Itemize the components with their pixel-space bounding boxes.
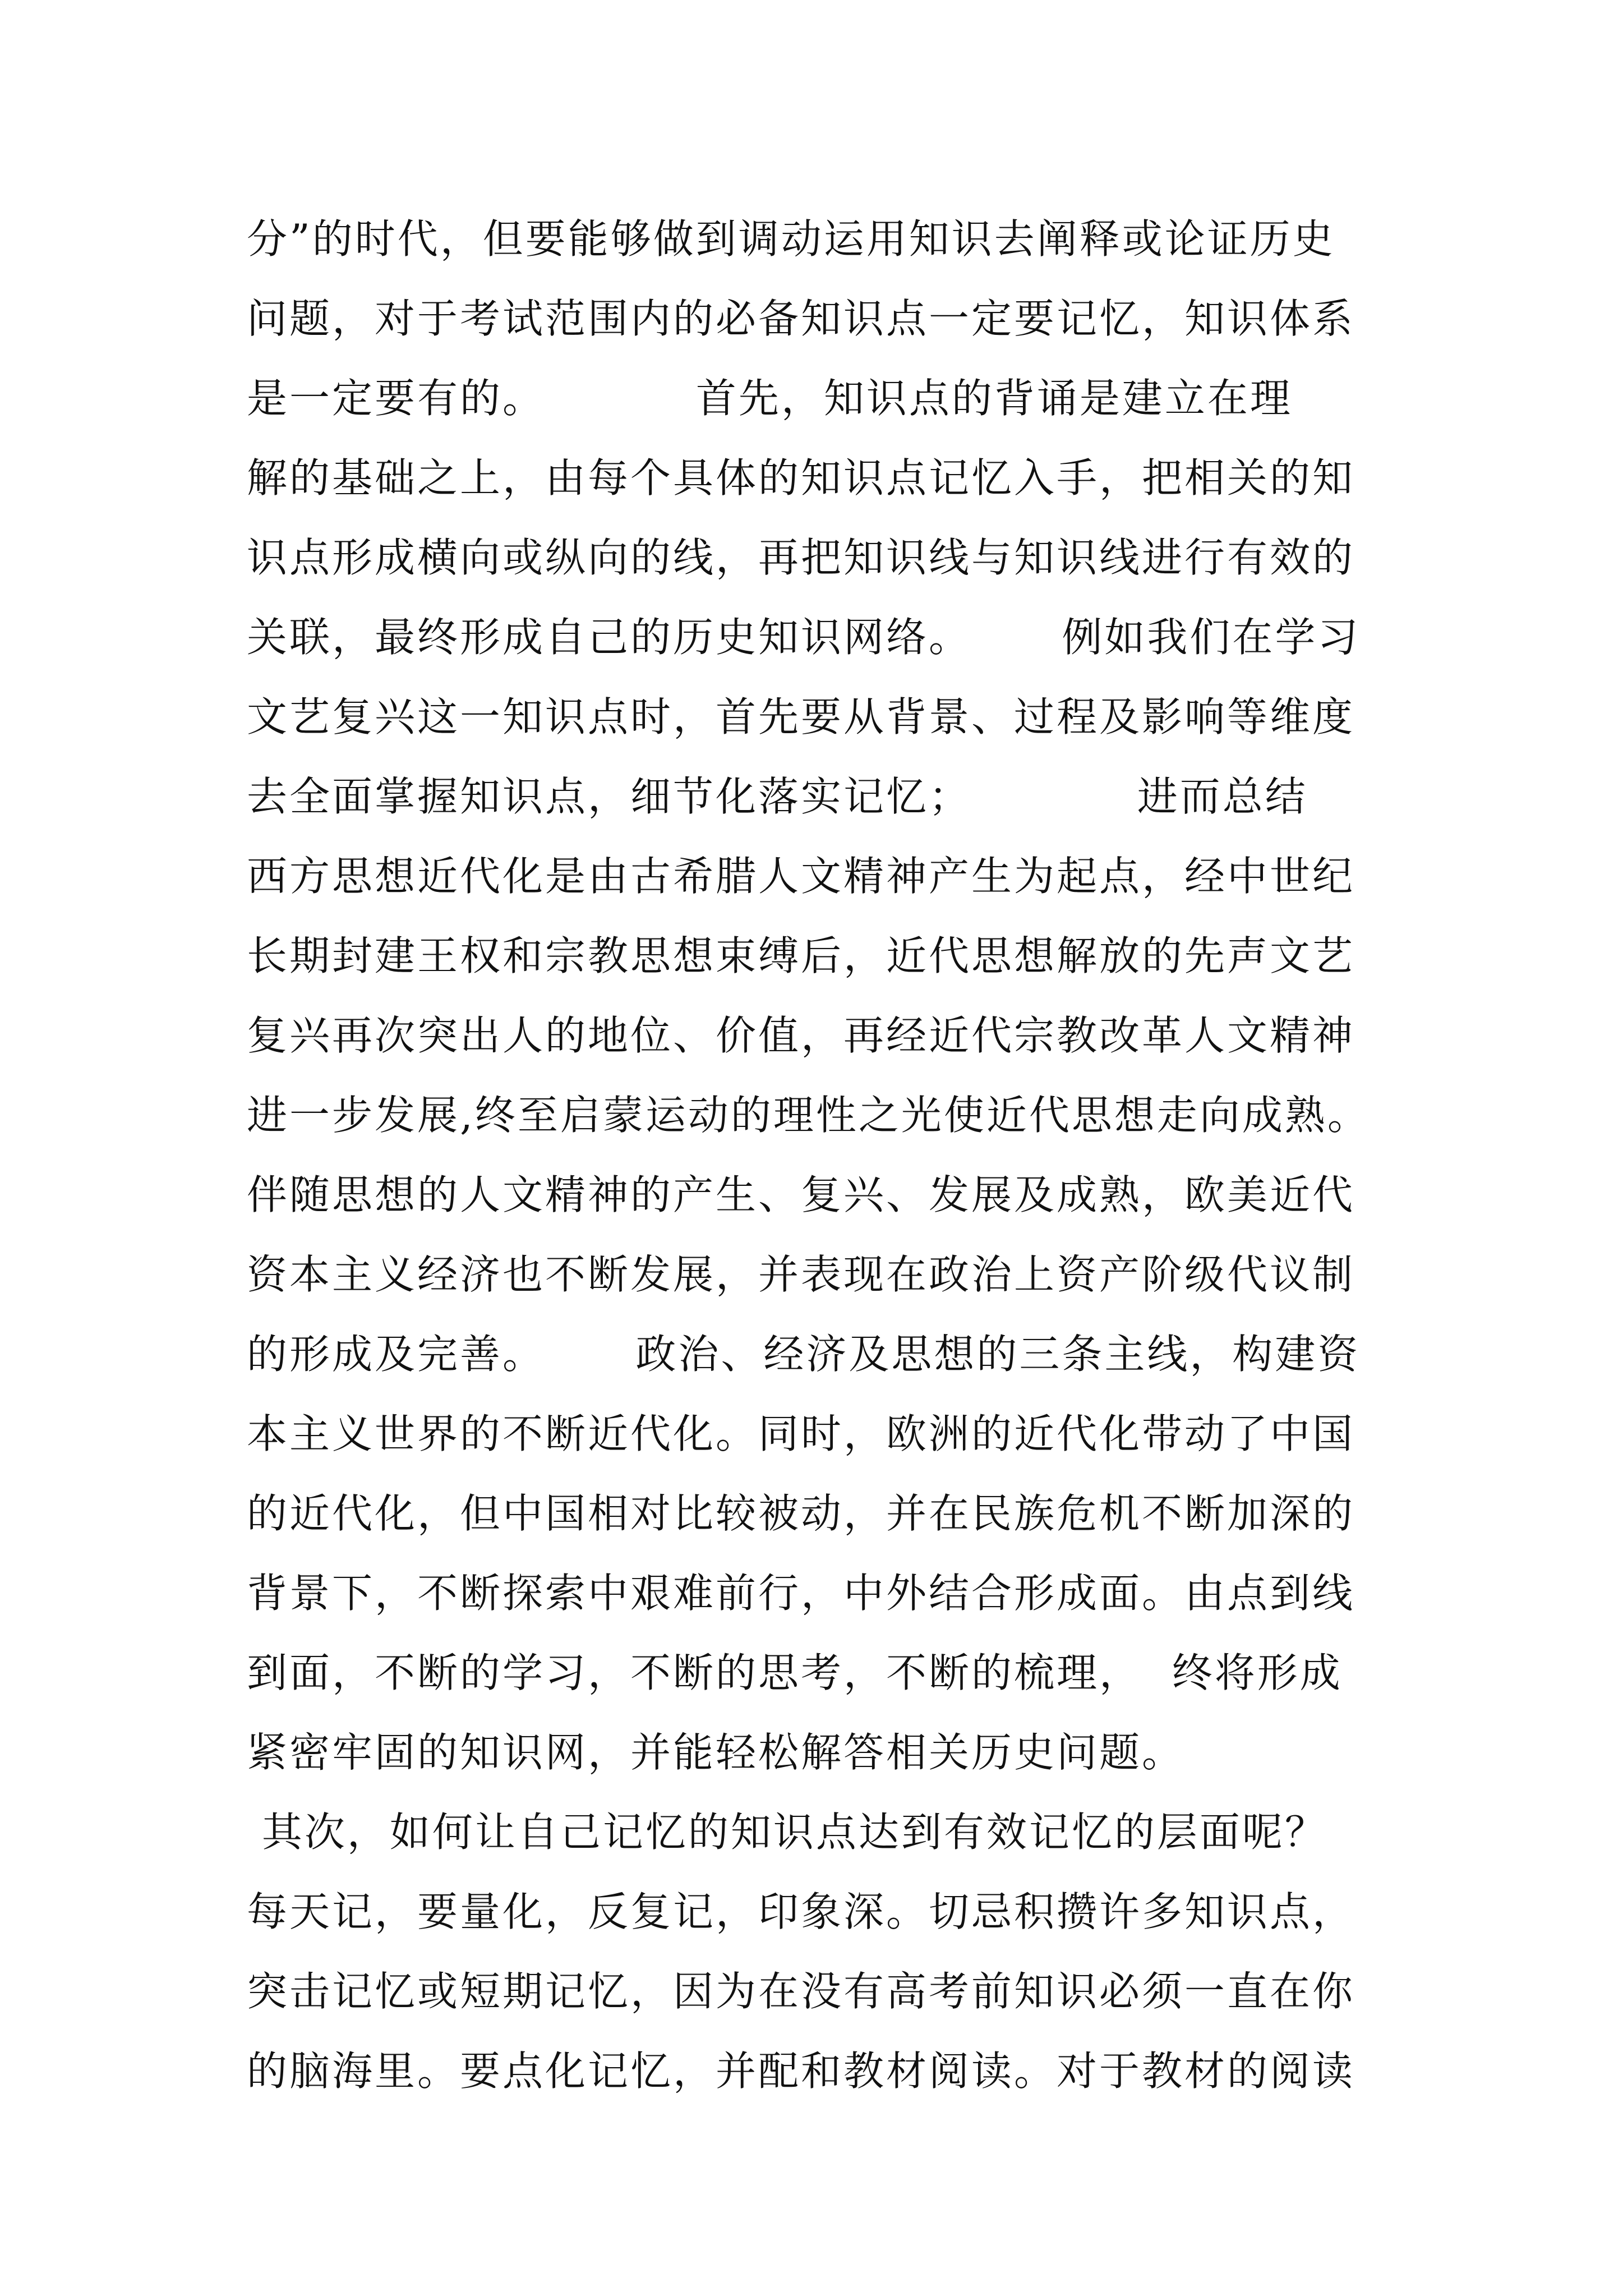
text-line-8: 去全面掌握知识点，细节化落实记忆； 进而总结 — [247, 773, 1308, 820]
text-line-12: 进一步发展,终至启蒙运动的理性之光使近代思想走向成熟。 — [247, 1092, 1370, 1139]
text-line-20: 紧密牢固的知识网，并能轻松解答相关历史问题。 — [247, 1729, 1185, 1776]
text-line-22: 每天记，要量化，反复记，印象深。切忌积攒许多知识点， — [247, 1888, 1355, 1935]
text-line-24: 的脑海里。要点化记忆，并配和教材阅读。对于教材的阅读 — [247, 2047, 1355, 2095]
text-line-23: 突击记忆或短期记忆，因为在没有高考前知识必须一直在你 — [247, 1968, 1355, 2015]
text-line-5: 识点形成横向或纵向的线，再把知识线与知识线进行有效的 — [247, 534, 1355, 581]
text-line-1: 分”的时代，但要能够做到调动运用知识去阐释或论证历史 — [247, 215, 1335, 263]
text-line-10: 长期封建王权和宗教思想束缚后，近代思想解放的先声文艺 — [247, 932, 1355, 979]
text-line-3: 是一定要有的。 首先，知识点的背诵是建立在理 — [247, 375, 1293, 422]
text-line-14: 资本主义经济也不断发展，并表现在政治上资产阶级代议制 — [247, 1251, 1355, 1298]
text-line-18: 背景下，不断探索中艰难前行，中外结合形成面。由点到线 — [247, 1570, 1355, 1617]
text-line-21: 其次，如何让自己记忆的知识点达到有效记忆的层面呢？ — [247, 1809, 1327, 1856]
text-line-19: 到面，不断的学习，不断的思考，不断的梳理， 终将形成 — [247, 1649, 1343, 1696]
body-text — [247, 199, 1402, 2111]
text-line-16: 本主义世界的不断近代化。同时，欧洲的近代化带动了中国 — [247, 1410, 1355, 1457]
text-line-17: 的近代化，但中国相对比较被动，并在民族危机不断加深的 — [247, 1490, 1355, 1537]
text-line-6: 关联，最终形成自己的历史知识网络。 例如我们在学习 — [247, 614, 1361, 661]
text-line-15: 的形成及完善。 政治、经济及思想的三条主线，构建资 — [247, 1331, 1361, 1378]
text-line-4: 解的基础之上，由每个具体的知识点记忆入手，把相关的知 — [247, 454, 1355, 501]
text-line-7: 文艺复兴这一知识点时，首先要从背景、过程及影响等维度 — [247, 693, 1355, 740]
text-line-9: 西方思想近代化是由古希腊人文精神产生为起点，经中世纪 — [247, 853, 1355, 900]
text-line-11: 复兴再次突出人的地位、价值，再经近代宗教改革人文精神 — [247, 1012, 1355, 1059]
text-line-2: 问题，对于考试范围内的必备知识点一定要记忆，知识体系 — [247, 295, 1355, 342]
text-line-13: 伴随思想的人文精神的产生、复兴、发展及成熟，欧美近代 — [247, 1171, 1355, 1218]
